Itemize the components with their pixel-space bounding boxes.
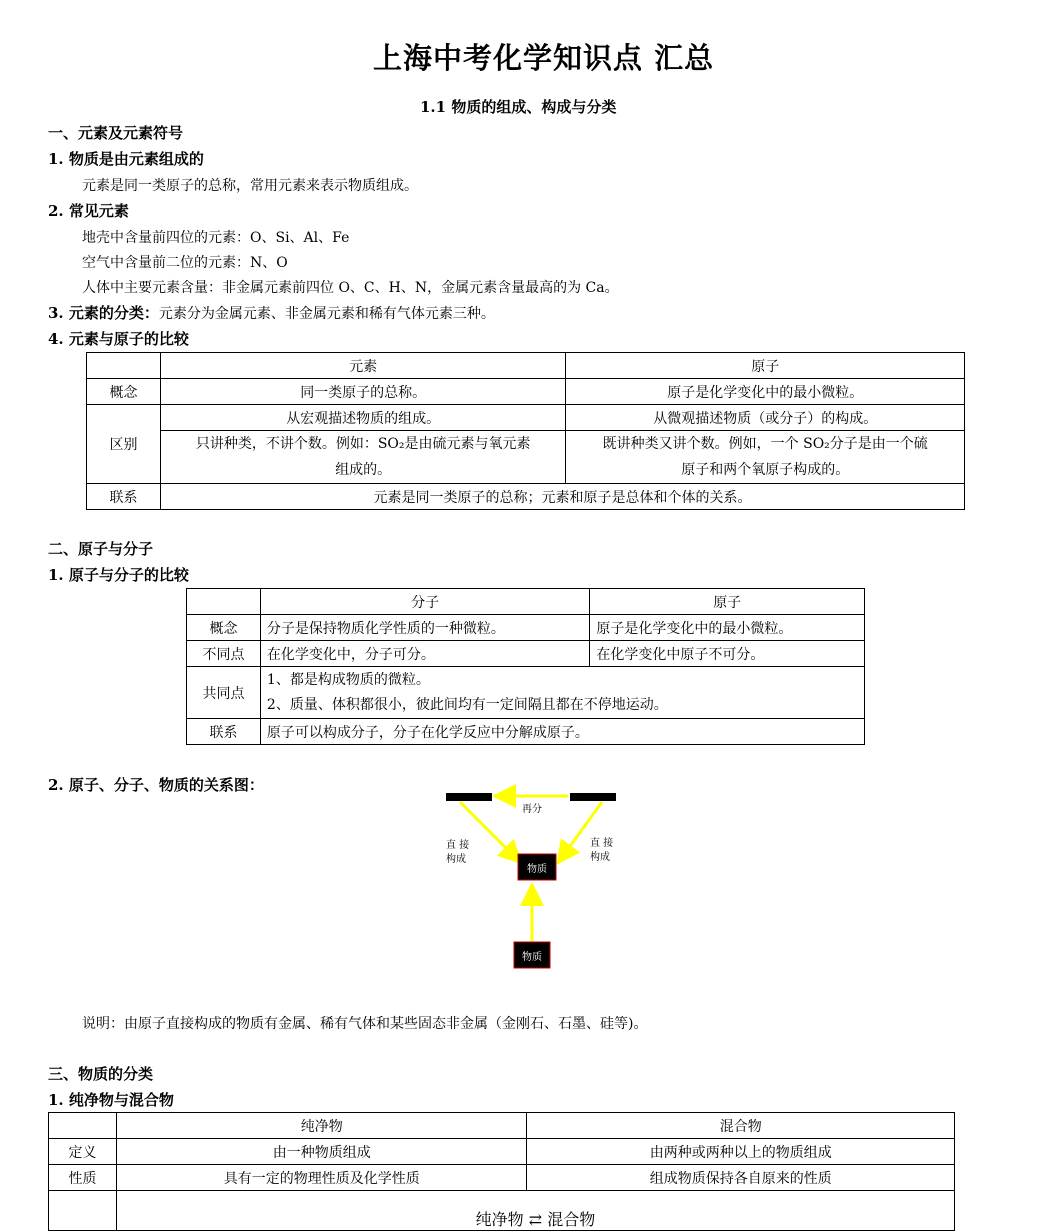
- left-label: 构成: [446, 854, 466, 865]
- item-title: 4. 元素与原子的比较: [48, 330, 189, 348]
- row-label: 联系: [87, 484, 161, 510]
- table-header: 混合物: [527, 1113, 955, 1139]
- section-heading: 一、元素及元素符号: [48, 124, 184, 142]
- table-cell: 从微观描述物质（或分子）的构成。: [566, 405, 965, 431]
- paragraph: 人体中主要元素含量：非金属元素前四位 O、C、H、N，金属元素含量最高的为 Ca。: [82, 280, 619, 296]
- table-cell: 由一种物质组成: [116, 1139, 527, 1165]
- item-title: 1. 物质是由元素组成的: [48, 150, 204, 168]
- section-heading: 三、物质的分类: [48, 1065, 154, 1083]
- table-row: [187, 641, 865, 667]
- bottom-box-label: 物质: [522, 952, 542, 963]
- table-cell: 分子是保持物质化学性质的一种微粒。: [260, 615, 589, 641]
- row-label: 区别: [87, 405, 161, 484]
- table-cell: [49, 1113, 117, 1139]
- row-label: 概念: [87, 379, 161, 405]
- split-label: 再分: [522, 804, 542, 815]
- table-header: 分子: [260, 589, 589, 615]
- pure-mixture-table: [48, 1112, 955, 1231]
- molecule-bar: [570, 793, 616, 801]
- table-cell: 在化学变化中，分子可分。: [260, 641, 589, 667]
- table-header: 原子: [566, 353, 965, 379]
- table-cell: 纯净物 ⇄ 混合物: [116, 1191, 954, 1231]
- row-label: 性质: [49, 1165, 117, 1191]
- table-cell: 原子是化学变化中的最小微粒。: [566, 379, 965, 405]
- paragraph: 空气中含量前二位的元素：N、O: [82, 255, 288, 271]
- table-row: [187, 719, 865, 745]
- table-cell: 具有一定的物理性质及化学性质: [116, 1165, 527, 1191]
- molecule-atom-table: [186, 588, 865, 745]
- table-cell: 原子可以构成分子，分子在化学反应中分解成原子。: [260, 719, 864, 745]
- right-label: 构成: [590, 852, 610, 863]
- table-row: [87, 379, 965, 405]
- table-row: [49, 1113, 955, 1139]
- atom-bar: [446, 793, 492, 801]
- table-cell: 组成物质保持各自原来的性质: [527, 1165, 955, 1191]
- table-row: [49, 1165, 955, 1191]
- table-row: [49, 1191, 955, 1231]
- left-arrow: [460, 802, 518, 860]
- cell-line: 既讲种类又讲个数。例如，一个 SO₂分子是由一个硫: [602, 436, 928, 452]
- row-label: 定义: [49, 1139, 117, 1165]
- center-box-label: 物质: [527, 864, 547, 875]
- cell-line: 只讲种类，不讲个数。例如：SO₂是由硫元素与氧元素: [195, 436, 531, 452]
- page-title: 上海中考化学知识点 汇总: [373, 41, 715, 75]
- item-title: 2. 常见元素: [48, 202, 129, 220]
- table-cell: [187, 589, 261, 615]
- table-row: [187, 615, 865, 641]
- left-label: 直 接: [446, 840, 470, 851]
- item-line: [48, 302, 495, 323]
- table-header: 元素: [160, 353, 566, 379]
- table-row: [187, 589, 865, 615]
- relation-diagram: [430, 780, 640, 970]
- section-heading: 二、原子与分子: [48, 540, 154, 558]
- table-cell: [49, 1191, 117, 1231]
- table-cell: [160, 431, 566, 484]
- item-title: 1. 纯净物与混合物: [48, 1091, 174, 1109]
- section-subtitle: 1.1 物质的组成、构成与分类: [420, 98, 617, 116]
- table-cell: [260, 667, 864, 719]
- table-header: 纯净物: [116, 1113, 527, 1139]
- table-header: 原子: [590, 589, 865, 615]
- row-label: 共同点: [187, 667, 261, 719]
- item-title: 3. 元素的分类：: [48, 304, 159, 322]
- table-row: [49, 1139, 955, 1165]
- row-label: 不同点: [187, 641, 261, 667]
- table-row: [87, 353, 965, 379]
- table-cell: 由两种或两种以上的物质组成: [527, 1139, 955, 1165]
- paragraph: 元素分为金属元素、非金属元素和稀有气体元素三种。: [158, 306, 495, 322]
- cell-line: 组成的。: [335, 462, 392, 478]
- item-title: 1. 原子与分子的比较: [48, 566, 189, 584]
- table-cell: 从宏观描述物质的组成。: [160, 405, 566, 431]
- table-row: [87, 484, 965, 510]
- table-cell: 元素是同一类原子的总称；元素和原子是总体和个体的关系。: [160, 484, 964, 510]
- table-cell: [566, 431, 965, 484]
- paragraph: 元素是同一类原子的总称，常用元素来表示物质组成。: [82, 178, 418, 194]
- cell-line: 2、质量、体积都很小，彼此间均有一定间隔且都在不停地运动。: [266, 696, 668, 713]
- item-title: 2. 原子、分子、物质的关系图：: [48, 776, 264, 794]
- row-label: 概念: [187, 615, 261, 641]
- table-cell: [87, 353, 161, 379]
- cell-line: 1、都是构成物质的微粒。: [266, 671, 430, 688]
- table-row: [87, 431, 965, 484]
- right-label: 直 接: [590, 838, 614, 849]
- table-row: [87, 405, 965, 431]
- element-atom-table: [86, 352, 965, 510]
- row-label: 联系: [187, 719, 261, 745]
- paragraph: 地壳中含量前四位的元素：O、Si、Al、Fe: [82, 230, 350, 246]
- paragraph: 说明：由原子直接构成的物质有金属、稀有气体和某些固态非金属（金刚石、石墨、硅等)。: [82, 1016, 648, 1032]
- table-cell: 同一类原子的总称。: [160, 379, 566, 405]
- table-cell: 在化学变化中原子不可分。: [590, 641, 865, 667]
- table-cell: 原子是化学变化中的最小微粒。: [590, 615, 865, 641]
- cell-line: 原子和两个氧原子构成的。: [681, 462, 850, 478]
- table-row: [187, 667, 865, 719]
